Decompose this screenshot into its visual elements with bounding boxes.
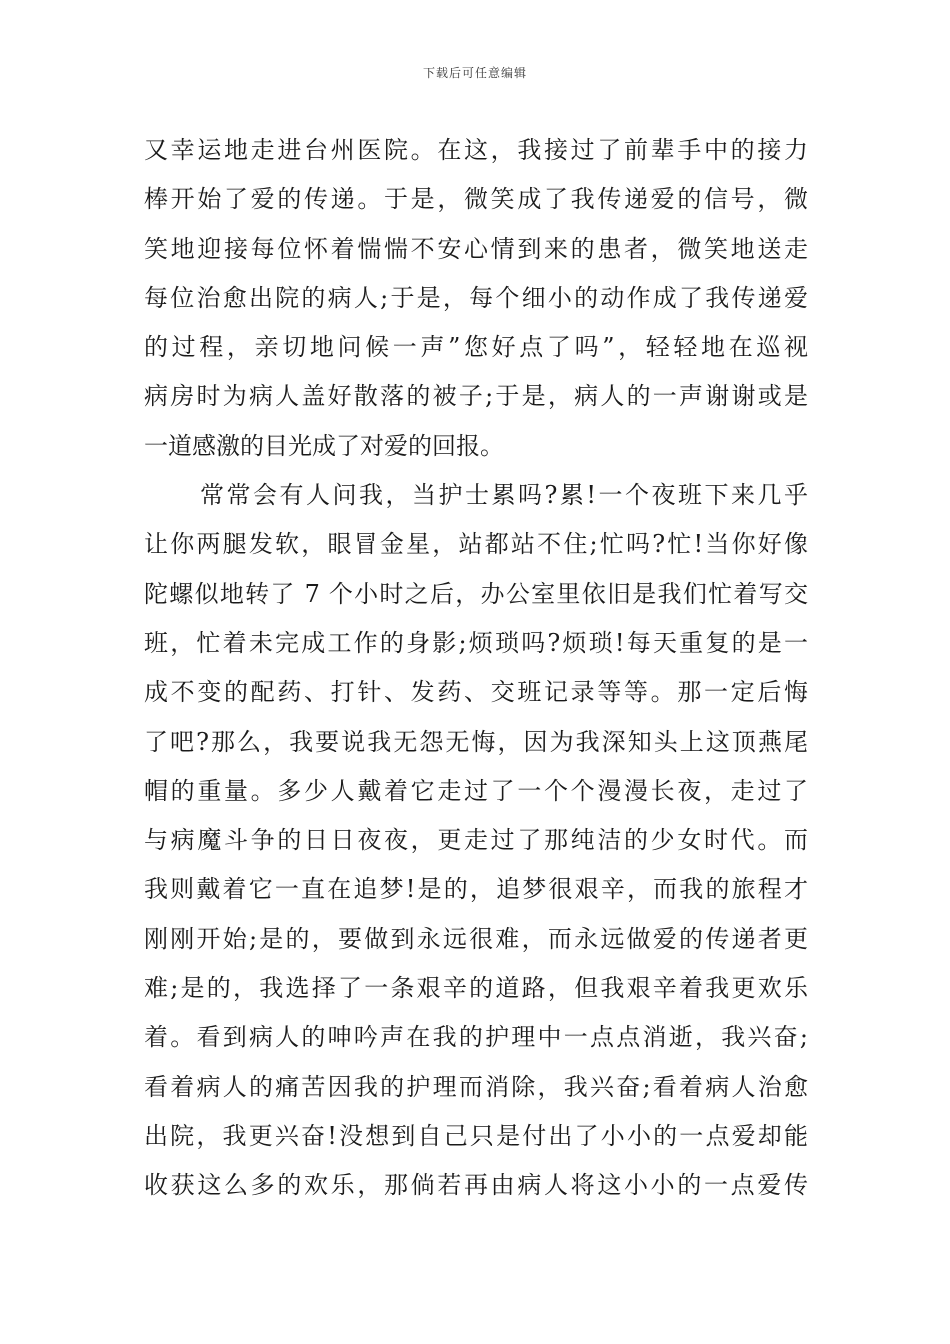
text-line: 班，忙着未完成工作的身影;烦琐吗?烦琐!每天重复的是一 bbox=[144, 628, 808, 657]
text-line: 看着病人的痛苦因我的护理而消除，我兴奋;看着病人治愈 bbox=[144, 1072, 808, 1101]
text-line: 让你两腿发软，眼冒金星，站都站不住;忙吗?忙!当你好像 bbox=[144, 530, 808, 559]
text-line: 一道感激的目光成了对爱的回报。 bbox=[144, 431, 504, 460]
text-line: 常常会有人问我，当护士累吗?累!一个夜班下来几乎 bbox=[200, 481, 808, 510]
paragraph-2 bbox=[144, 471, 808, 1210]
text-line: 成不变的配药、打针、发药、交班记录等等。那一定后悔 bbox=[144, 678, 808, 707]
text-line: 陀螺似地转了 7 个小时之后，办公室里依旧是我们忙着写交 bbox=[144, 579, 808, 608]
text-line: 了吧?那么，我要说我无怨无悔，因为我深知头上这顶燕尾 bbox=[144, 727, 808, 756]
text-line: 出院，我更兴奋!没想到自己只是付出了小小的一点爱却能 bbox=[144, 1121, 808, 1150]
text-line: 棒开始了爱的传递。于是，微笑成了我传递爱的信号，微 bbox=[144, 185, 808, 214]
text-line: 又幸运地走进台州医院。在这，我接过了前辈手中的接力 bbox=[144, 136, 808, 164]
text-line: 着。看到病人的呻吟声在我的护理中一点点消逝，我兴奋; bbox=[144, 1023, 808, 1052]
text-line: 病房时为病人盖好散落的被子;于是，病人的一声谢谢或是 bbox=[144, 382, 808, 411]
text-line: 刚刚开始;是的，要做到永远很难，而永远做爱的传递者更 bbox=[144, 924, 808, 953]
text-line: 收获这么多的欢乐，那倘若再由病人将这小小的一点爱传 bbox=[144, 1171, 808, 1200]
text-line: 笑地迎接每位怀着惴惴不安心情到来的患者，微笑地送走 bbox=[144, 234, 808, 263]
document-body bbox=[144, 126, 808, 1211]
text-line: 与病魔斗争的日日夜夜，更走过了那纯洁的少女时代。而 bbox=[144, 826, 808, 855]
text-line: 的过程，亲切地问候一声”您好点了吗”，轻轻地在巡视 bbox=[144, 333, 808, 362]
text-line: 每位治愈出院的病人;于是，每个细小的动作成了我传递爱 bbox=[144, 283, 808, 312]
paragraph-1 bbox=[144, 126, 808, 471]
text-line: 我则戴着它一直在追梦!是的，追梦很艰辛，而我的旅程才 bbox=[144, 875, 808, 904]
text-line: 帽的重量。多少人戴着它走过了一个个漫漫长夜，走过了 bbox=[144, 776, 808, 805]
text-line: 难;是的，我选择了一条艰辛的道路，但我艰辛着我更欢乐 bbox=[144, 974, 808, 1003]
page-header: 下载后可任意编辑 bbox=[422, 66, 527, 80]
